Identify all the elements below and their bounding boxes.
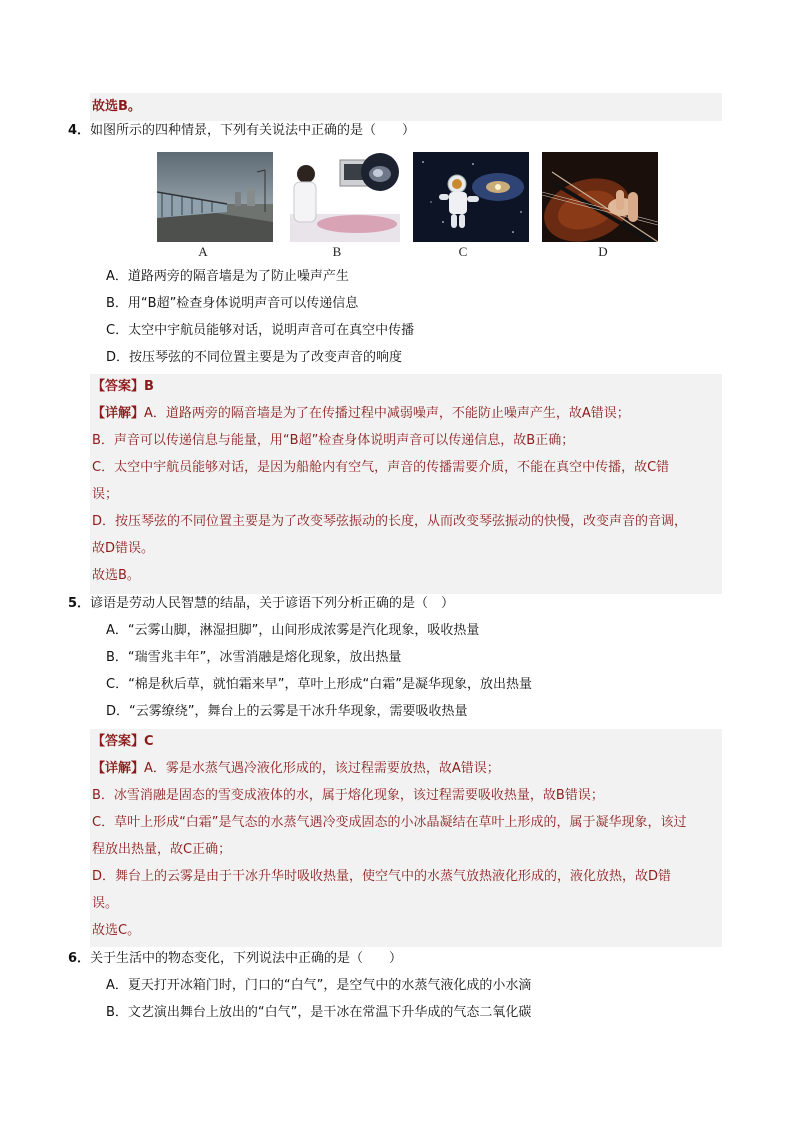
q4-detail-line-5: D．按压琴弦的不同位置主要是为了改变琴弦振动的长度，从而改变琴弦振动的快慢，改变声音的音调，	[92, 514, 688, 529]
q5-stem: 谚语是劳动人民智慧的结晶，关于谚语下列分析正确的是（ ）	[90, 596, 455, 611]
q5-answer	[92, 733, 154, 751]
q4-detail-line-3: C．太空中宇航员能够对话，是因为船舱内有空气，声音的传播需要介质，不能在真空中传播，故C错	[92, 460, 670, 475]
q4-solution-band	[90, 374, 722, 594]
q5-detail-line-5: D．舞台上的云雾是由于干冰升华时吸收热量，使空气中的水蒸气放热液化形成的，液化放热，故D错	[92, 869, 672, 884]
figure-b-ultrasound-exam	[282, 152, 402, 242]
q5-detail-text-1: A．雾是水蒸气遇冷液化形成的，该过程需要放热，故A错误；	[144, 761, 500, 776]
q5-answer-tag: 【答案】	[92, 734, 145, 749]
q5-solution-band	[90, 729, 722, 947]
q4-detail-line-1	[92, 405, 630, 423]
figure-d-violin	[542, 152, 658, 242]
figure-b-label: B	[332, 244, 342, 259]
q5-stem-line	[68, 595, 454, 613]
q5-option-c: C．“棉是秋后草，就怕霜来早”，草叶上形成“白霜”是凝华现象，放出热量	[106, 677, 533, 692]
q4-option-a: A．道路两旁的隔音墙是为了防止噪声产生	[106, 269, 349, 284]
figure-d-label: D	[598, 244, 608, 259]
q5-detail-line-6: 误。	[92, 896, 119, 911]
q5-detail-line-2: B．冰雪消融是固态的雪变成液体的水，属于熔化现象，该过程需要吸收热量，故B错误；	[92, 788, 604, 803]
q5-option-b: B．“瑞雪兆丰年”，冰雪消融是熔化现象，放出热量	[106, 650, 402, 665]
q3-conclusion: 故选B。	[92, 99, 141, 114]
q4-stem-line	[68, 122, 415, 140]
q5-answer-value: C	[144, 734, 154, 749]
q6-stem-line	[68, 950, 402, 968]
q4-detail-line-6: 故D错误。	[92, 541, 155, 556]
figure-a-label: A	[198, 244, 208, 259]
q5-detail-tag: 【详解】	[92, 761, 145, 776]
q4-option-b: B．用“B超”检查身体说明声音可以传递信息	[106, 296, 359, 311]
q6-number: 6．	[68, 951, 91, 966]
q4-option-d: D．按压琴弦的不同位置主要是为了改变声音的响度	[106, 350, 403, 365]
q4-stem: 如图所示的四种情景，下列有关说法中正确的是（ ）	[90, 123, 416, 138]
figure-c-astronaut-space	[413, 152, 529, 242]
q4-answer-tag: 【答案】	[92, 379, 145, 394]
q4-detail-text-1: A．道路两旁的隔音墙是为了在传播过程中减弱噪声，不能防止噪声产生，故A错误；	[144, 406, 630, 421]
q4-answer-value: B	[144, 379, 154, 394]
q5-conclusion: 故选C。	[92, 923, 141, 938]
figure-c-label: C	[458, 244, 468, 259]
q4-number: 4．	[68, 123, 91, 138]
q5-detail-line-3: C．草叶上形成“白霜”是气态的水蒸气遇冷变成固态的小冰晶凝结在草叶上形成的，属于凝华现象，该过	[92, 815, 687, 830]
q3-conclusion-band	[90, 93, 722, 121]
q5-detail-line-1	[92, 760, 500, 778]
q5-number: 5．	[68, 596, 91, 611]
q6-stem: 关于生活中的物态变化，下列说法中正确的是（ ）	[90, 951, 403, 966]
q4-conclusion: 故选B。	[92, 568, 140, 583]
q4-detail-tag: 【详解】	[92, 406, 145, 421]
q4-option-c: C．太空中宇航员能够对话，说明声音可在真空中传播	[106, 323, 415, 338]
q6-option-b: B．文艺演出舞台上放出的“白气”，是干冰在常温下升华成的气态二氧化碳	[106, 1005, 532, 1020]
q4-answer	[92, 378, 154, 396]
q5-option-a: A．“云雾山脚，淋湿担脚”，山间形成浓雾是汽化现象，吸收热量	[106, 623, 480, 638]
q5-option-d: D．“云雾缭绕”，舞台上的云雾是干冰升华现象，需要吸收热量	[106, 704, 468, 719]
q4-detail-line-2: B．声音可以传递信息与能量，用“B超”检查身体说明声音可以传递信息，故B正确；	[92, 433, 575, 448]
q5-detail-line-4: 程放出热量，故C正确；	[92, 842, 232, 857]
q4-detail-line-4: 误；	[92, 487, 119, 502]
q6-option-a: A．夏天打开冰箱门时，门口的“白气”，是空气中的水蒸气液化成的小水滴	[106, 978, 532, 993]
figure-a-road-sound-barrier	[157, 152, 273, 242]
